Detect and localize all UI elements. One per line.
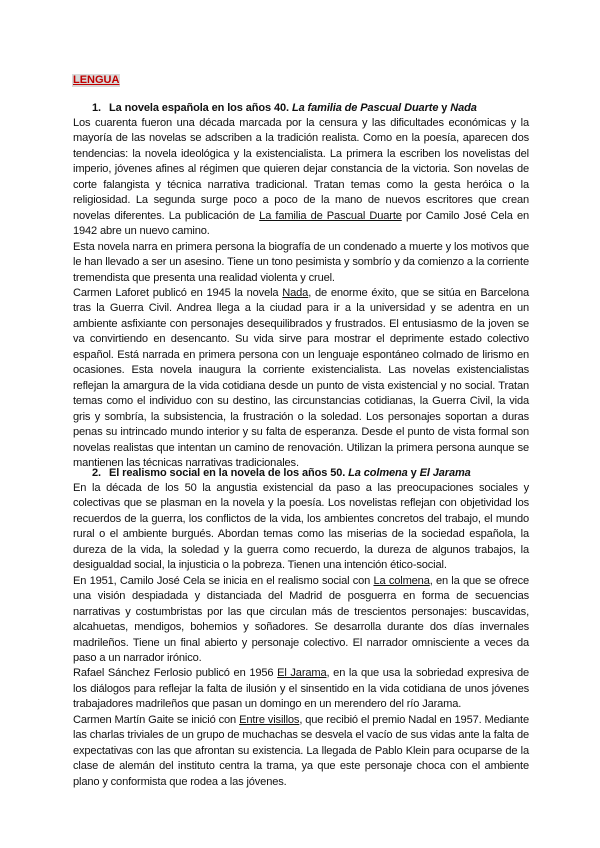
section2-heading-and: y [407, 467, 420, 479]
book-title: La colmena [373, 574, 430, 587]
section1-heading-and: y [438, 102, 451, 114]
paragraph-text: , que recibió el premio Nadal en 1957. Mediante las charlas triviales de un grupo de muchachas se desvela el vacío de sus vidas ante la falta de expectativas con las que afrontan su existencia. La llegada de Pablo Klein para ocuparse de la clase de alemán del instituto centra la trama, ya que este personaje choca con el ambiente plano y conformista que rodea a las jóvenes. [73, 713, 529, 788]
section1-heading-text: La novela española en los años 40. [109, 102, 292, 114]
paragraph-text: Los cuarenta fueron una década marcada por la censura y las dificultades económicas y la mayoría de las novelas se adscriben a la tradición realista. Como en la poesía, aparecen dos tendencias: la novela ideológica y la existencialista. La primera la escriben los novelistas del imperio, jóvenes afines al régimen que quieren dejar constancia de la victoria. Son novelas de corte falangista y técnica narrativa tradicional. Tratan temas como la gesta heróica o la religiosidad. La segunda surge poco a poco de la mano de nuevos escritores que crean novelas diferentes. La publicación de [73, 117, 529, 222]
section2-number: 2. [92, 467, 101, 479]
paragraph-text: , en la que usa la sobriedad expresiva de los diálogos para reflejar la falta de ilusión y el sinsentido en la vida cotidiana de unos jóvenes trabajadores madrileños que pasan un domingo en un merendero del río Jarama. [73, 667, 529, 711]
section2-heading [92, 466, 471, 480]
paragraph-text: Carmen Laforet publicó en 1945 la novela [73, 286, 283, 299]
section1-heading [92, 101, 477, 115]
section2-heading-title1: La colmena [348, 467, 408, 479]
paragraph: En la década de los 50 la angustia existencial da paso a las preocupaciones sociales y colectivas que se plasman en la novela y la poesía. Los novelistas reflejan con objetividad los recuerdos de la guerra, los conflictos de la vida, los ambientes concretos del trabajo, el mundo rural o el ambiente burgués. Abordan temas como las miserias de la sociedad española, la dureza de la vida, la soledad y la guerra como recuerdo, la dureza de algunos trabajos, la desigualdad social, la injusticia o la pobreza. Tienen una intención ético-social. [73, 482, 529, 572]
paragraph-text: por Camilo José Cela en 1942 abre un nuevo camino. [73, 209, 529, 238]
paragraph [73, 574, 529, 667]
paragraph [73, 666, 529, 712]
book-title: Entre visillos [239, 713, 300, 726]
section1-body [73, 116, 529, 471]
paragraph-text: , de enorme éxito, que se sitúa en Barcelona tras la Guerra Civil. Andrea llega a la ciudad para ir a la universidad y se adentra en un ambiente asfixiante con personajes desequilibrados y frustrados. El entusiasmo de la joven se va convirtiendo en desencanto. Su vida sirve para mostrar el deprimente estado colectivo español. Está narrada en primera persona con un lenguaje espontáneo colmado de lirismo en ocasiones. Esta novela inaugura la corriente existencialista. Las novelas existencialistas reflejan la amargura de la vida cotidiana desde un punto de vista existencial y no social. Tratan temas como el individuo con su destino, las circunstancias cotidianas, la Guerra Civil, la vida gris y sombría, la subsistencia, la frustración o la soledad. Los personajes soportan a duras penas su intrincado mundo interior y su falta de esperanza. Desde el punto de vista formal son novelas realistas que intentan un camino de renovación. Utilizan la primera persona aunque se mantienen las técnicas narrativas tradicionales. [73, 286, 529, 469]
book-title: Nada [282, 286, 309, 299]
section2-heading-title2: El Jarama [419, 467, 471, 479]
section1-heading-title1: La familia de Pascual Duarte [291, 102, 439, 114]
paragraph: Esta novela narra en primera persona la biografía de un condenado a muerte y los motivos que le han llevado a ser un asesino. Tiene un tono pesimista y sombrío y da comienzo a la corriente tremendista que presenta una realidad violenta y cruel. [73, 240, 529, 284]
section2-body [73, 481, 529, 790]
paragraph [73, 713, 529, 790]
book-title: La familia de Pascual Duarte [259, 209, 402, 222]
paragraph [73, 116, 529, 240]
paragraph [73, 286, 529, 471]
paragraph-text: En 1951, Camilo José Cela se inicia en el realismo social con [73, 574, 374, 587]
paragraph-text: , en la que se ofrece una visión despiadada y distanciada del Madrid de posguerra en forma de secuencias narrativas y costumbristas por las que circulan más de trescientos personajes: buscavidas, alcahuetas, mendigos, bohemios y soñadores. Se desarrolla durante dos días invernales madrileños. Tiene un final abierto y personaje colectivo. El narrador omnisciente a veces da paso a un narrador irónico. [73, 574, 529, 664]
section1-heading-title2: Nada [450, 102, 477, 114]
book-title: El Jarama [277, 667, 327, 680]
paragraph-text: Rafael Sánchez Ferlosio publicó en 1956 [73, 667, 278, 680]
section1-number: 1. [92, 102, 101, 114]
section-tag: LENGUA [73, 74, 120, 86]
paragraph-text: Carmen Martín Gaite se inició con [73, 713, 240, 726]
section2-heading-text: El realismo social en la novela de los años 50. [109, 467, 349, 479]
